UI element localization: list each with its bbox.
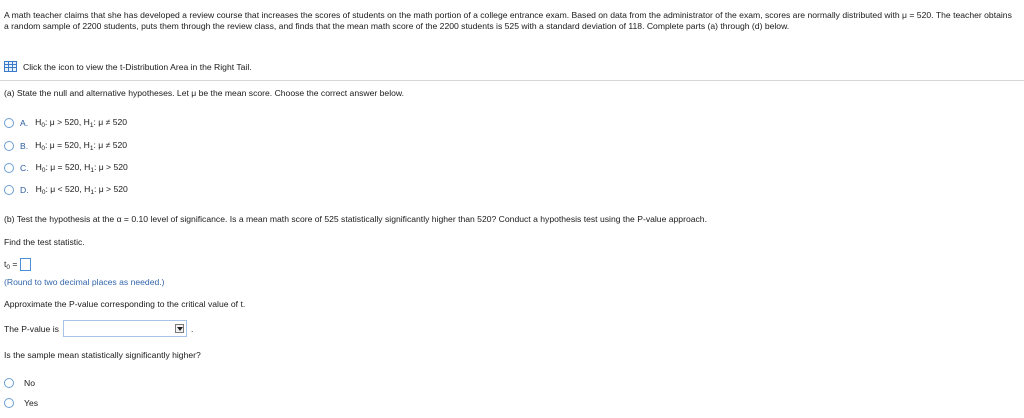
option-b[interactable] xyxy=(4,140,127,152)
option-letter: D. xyxy=(20,185,29,195)
option-c[interactable] xyxy=(4,162,128,174)
radio-button[interactable] xyxy=(4,398,14,408)
pvalue-suffix: . xyxy=(190,323,194,334)
part-a-prompt: (a) State the null and alternative hypotheses. Let μ be the mean score. Choose the correct answer below. xyxy=(4,88,405,98)
option-text: $H_0$: μ < 520, $H_1$: μ > 520 xyxy=(35,184,128,196)
option-a[interactable] xyxy=(4,117,127,129)
option-letter: C. xyxy=(20,163,29,173)
choice-yes[interactable] xyxy=(4,397,38,409)
divider xyxy=(0,80,1024,81)
option-text: $H_0$: μ = 520, $H_1$: μ ≠ 520 xyxy=(35,140,128,152)
option-letter: B. xyxy=(20,141,29,151)
dropdown-arrow-icon[interactable] xyxy=(175,324,184,333)
choice-label: No xyxy=(24,378,35,388)
significance-question: Is the sample mean statistically significantly higher? xyxy=(4,350,201,360)
find-test-statistic: Find the test statistic. xyxy=(4,237,85,247)
choice-no[interactable] xyxy=(4,377,35,389)
option-text: $H_0$: μ > 520, $H_1$: μ ≠ 520 xyxy=(35,117,128,129)
t-distribution-link-text[interactable]: Click the icon to view the t-Distribution Area in the Right Tail. xyxy=(23,61,252,72)
table-icon[interactable] xyxy=(4,61,17,72)
option-d[interactable] xyxy=(4,184,128,196)
part-b-prompt: (b) Test the hypothesis at the α = 0.10 level of significance. Is a mean math score of 525 statistically significantly higher than 520? Conduct a hypothesis test using the P-value approach. xyxy=(4,214,707,224)
t-distribution-link[interactable] xyxy=(4,61,252,72)
test-statistic-input[interactable] xyxy=(20,258,31,271)
pvalue-label: The P-value is xyxy=(4,323,59,334)
t0-label: $t_0$ = xyxy=(4,258,18,271)
radio-button[interactable] xyxy=(4,163,14,173)
problem-statement: A math teacher claims that she has developed a review course that increases the scores of students on the math portion of a college entrance exam. Based on data from the administrator of the exam, scores are normally distributed with μ = 520. The teacher obtains a random sample of 2200 students, puts them through the review class, and finds that the mean math score of the 2200 students is 525 with a standard deviation of 118. Complete parts (a) through (d) below. xyxy=(4,10,1012,31)
test-statistic-row xyxy=(4,258,31,271)
option-text: $H_0$: μ = 520, $H_1$: μ > 520 xyxy=(35,162,128,174)
radio-button[interactable] xyxy=(4,378,14,388)
radio-button[interactable] xyxy=(4,118,14,128)
radio-button[interactable] xyxy=(4,185,14,195)
pvalue-dropdown[interactable] xyxy=(63,320,187,337)
round-hint: (Round to two decimal places as needed.) xyxy=(4,277,165,287)
choice-label: Yes xyxy=(24,398,39,408)
radio-button[interactable] xyxy=(4,141,14,151)
approx-pvalue-text: Approximate the P-value corresponding to the critical value of t. xyxy=(4,299,246,309)
pvalue-row xyxy=(4,320,193,337)
option-letter: A. xyxy=(20,118,29,128)
